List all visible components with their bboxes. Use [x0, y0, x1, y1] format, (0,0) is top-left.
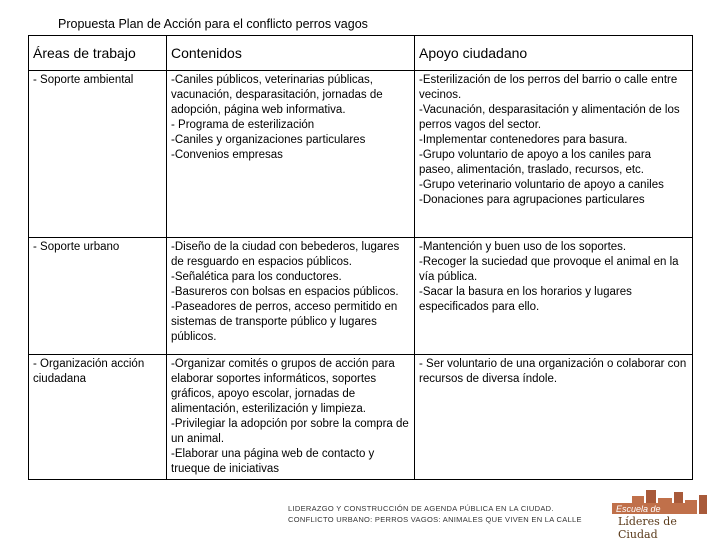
table-row [29, 71, 693, 238]
action-plan-table [28, 35, 693, 480]
cell-apoyo: -Esterilización de los perros del barrio o calle entre vecinos. -Vacunación, desparasitación y alimentación de los perros vagos del sector. -Implementar contenedores para basura. -Grupo voluntario de apoyo a los caniles para paseo, alimentación, traslado, recursos, etc. -Grupo veterinario voluntario de apoyo a caniles -Donaciones para agrupaciones particulares [415, 71, 693, 238]
header-contenidos: Contenidos [167, 36, 415, 71]
table-row [29, 238, 693, 355]
cell-contenidos: -Diseño de la ciudad con bebederos, lugares de resguardo en espacios públicos. -Señalética para los conductores. -Basureros con bolsas en espacios públicos. -Paseadores de perros, acceso permitido en sistemas de transporte público y lugares públicos. [167, 238, 415, 355]
footer [288, 503, 582, 525]
cell-apoyo: -Mantención y buen uso de los soportes. -Recoger la suciedad que provoque el animal en la vía pública. -Sacar la basura en los horarios y lugares especificados para ello. [415, 238, 693, 355]
footer-line-1: LIDERAZGO Y CONSTRUCCIÓN DE AGENDA PÚBLICA EN LA CIUDAD. [288, 504, 554, 513]
school-logo [610, 488, 710, 541]
cell-contenidos: -Caniles públicos, veterinarias públicas, vacunación, desparasitación, jornadas de adopción, página web informativa. - Programa de esterilización -Caniles y organizaciones particulares -Convenios empresas [167, 71, 415, 238]
table-row [29, 355, 693, 480]
cell-area: - Organización acción ciudadana [29, 355, 167, 480]
cell-apoyo: - Ser voluntario de una organización o colaborar con recursos de diversa índole. [415, 355, 693, 480]
document-title: Propuesta Plan de Acción para el conflicto perros vagos [58, 17, 368, 31]
header-apoyo: Apoyo ciudadano [415, 36, 693, 71]
cell-contenidos: -Organizar comités o grupos de acción para elaborar soportes informáticos, soportes gráficos, apoyo escolar, jornadas de alimentación, esterilización y limpieza. -Privilegiar la adopción por sobre la compra de un animal. -Elaborar una página web de contacto y trueque de iniciativas [167, 355, 415, 480]
cell-area: - Soporte urbano [29, 238, 167, 355]
logo-line-1: Escuela de [616, 504, 661, 514]
header-areas: Áreas de trabajo [29, 36, 167, 71]
logo-line-2: Líderes de Ciudad [618, 515, 677, 541]
cell-area: - Soporte ambiental [29, 71, 167, 238]
table-header-row [29, 36, 693, 71]
footer-line-2: CONFLICTO URBANO: PERROS VAGOS: ANIMALES QUE VIVEN EN LA CALLE [288, 515, 582, 524]
